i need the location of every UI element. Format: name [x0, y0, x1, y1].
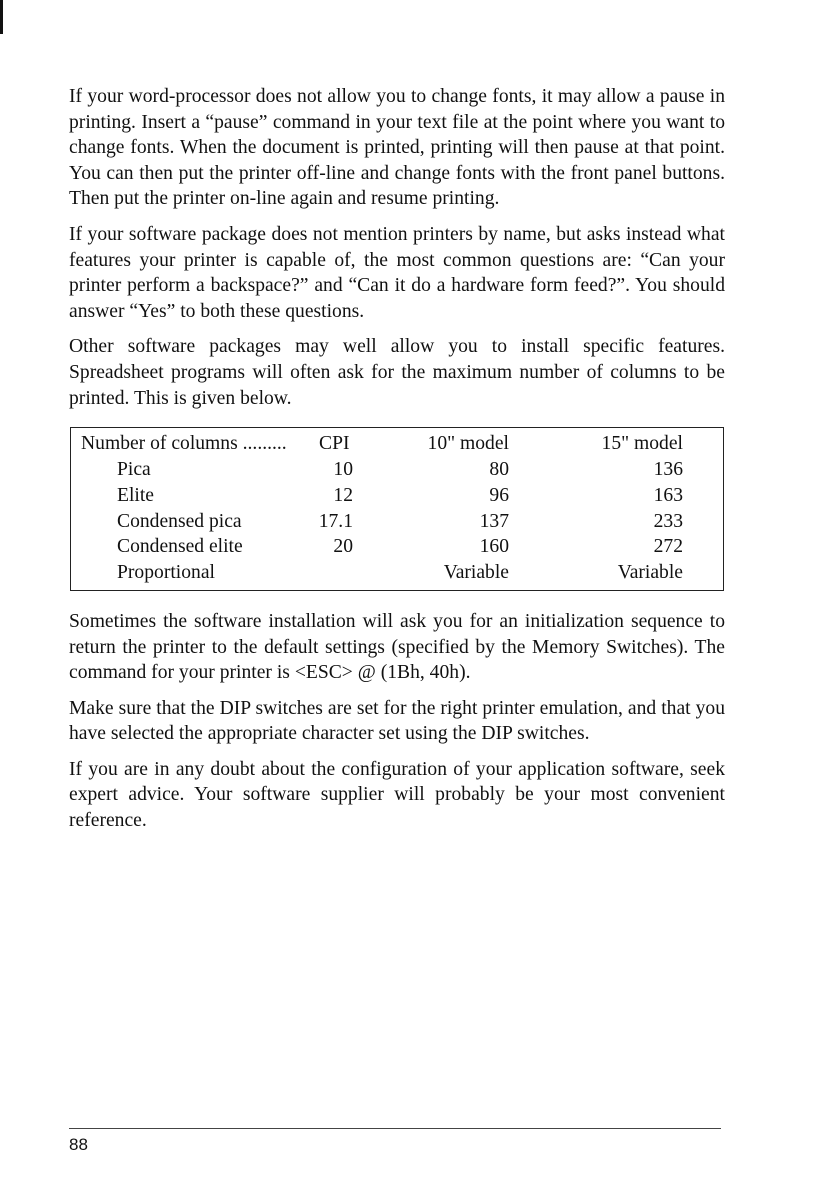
page-number: 88 — [69, 1135, 88, 1154]
row-10-inch-columns: 80 — [489, 458, 509, 480]
paragraph-initialization-sequence: Sometimes the software installation will ask you for an initialization sequence to return the printer to the default settings (specified by the Memory Switches). The command for your printer is <ESC> @ (1Bh, 40h). — [69, 610, 725, 684]
paragraph-printer-features: If your software package does not mention printers by name, but asks instead what features your printer is capable of, the most common questions are: “Can your printer perform a backspace?” and “Can it do a hardware form feed?”. You should answer “Yes” to both these questions. — [69, 223, 725, 322]
table-row — [71, 560, 723, 586]
row-15-inch-columns: 272 — [653, 536, 683, 558]
row-name: Pica — [117, 458, 151, 480]
row-15-inch-columns: Variable — [617, 562, 683, 584]
footer-divider — [69, 1128, 721, 1129]
row-cpi: 12 — [333, 484, 353, 506]
header-15-inch-model: 15" model — [601, 433, 683, 455]
row-15-inch-columns: 136 — [653, 458, 683, 480]
row-cpi: 20 — [333, 536, 353, 558]
row-name: Condensed elite — [117, 536, 243, 558]
page-body — [69, 84, 725, 844]
paragraph-spreadsheet-columns: Other software packages may well allow you to install specific features. Spreadsheet programs will often ask for the maximum number of columns to be printed. This is given below. — [69, 336, 725, 409]
header-10-inch-model: 10" model — [427, 433, 509, 455]
header-cpi: CPI — [319, 433, 350, 455]
row-name: Elite — [117, 484, 154, 506]
table-row — [71, 534, 723, 560]
row-10-inch-columns: 160 — [479, 536, 509, 558]
scan-edge-mark — [0, 0, 3, 34]
paragraph-dip-switches: Make sure that the DIP switches are set for the right printer emulation, and that you have selected the appropriate character set using the DIP switches. — [69, 697, 725, 745]
row-name: Proportional — [117, 562, 215, 584]
row-10-inch-columns: 96 — [489, 484, 509, 506]
table-row — [71, 457, 723, 483]
paragraph-expert-advice: If you are in any doubt about the configuration of your application software, seek expert advice. Your software supplier will probably be your most convenient reference. — [69, 758, 725, 832]
columns-table — [70, 427, 724, 591]
header-number-of-columns: Number of columns ......... — [81, 433, 287, 455]
row-10-inch-columns: 137 — [479, 510, 509, 532]
row-15-inch-columns: 163 — [653, 484, 683, 506]
row-15-inch-columns: 233 — [653, 510, 683, 532]
row-10-inch-columns: Variable — [443, 562, 509, 584]
table-header-row — [71, 431, 723, 457]
row-cpi: 10 — [333, 458, 353, 480]
row-name: Condensed pica — [117, 510, 242, 532]
table-row — [71, 483, 723, 509]
paragraph-font-pause: If your word-processor does not allow you to change fonts, it may allow a pause in printing. Insert a “pause” command in your text file at the point where you want to change fonts. When the document is printed, printing will then pause at that point. You can then put the printer off-line and change fonts with the front panel buttons. Then put the printer on-line again and resume printing. — [69, 86, 725, 210]
row-cpi: 17.1 — [318, 510, 353, 532]
table-row — [71, 509, 723, 535]
